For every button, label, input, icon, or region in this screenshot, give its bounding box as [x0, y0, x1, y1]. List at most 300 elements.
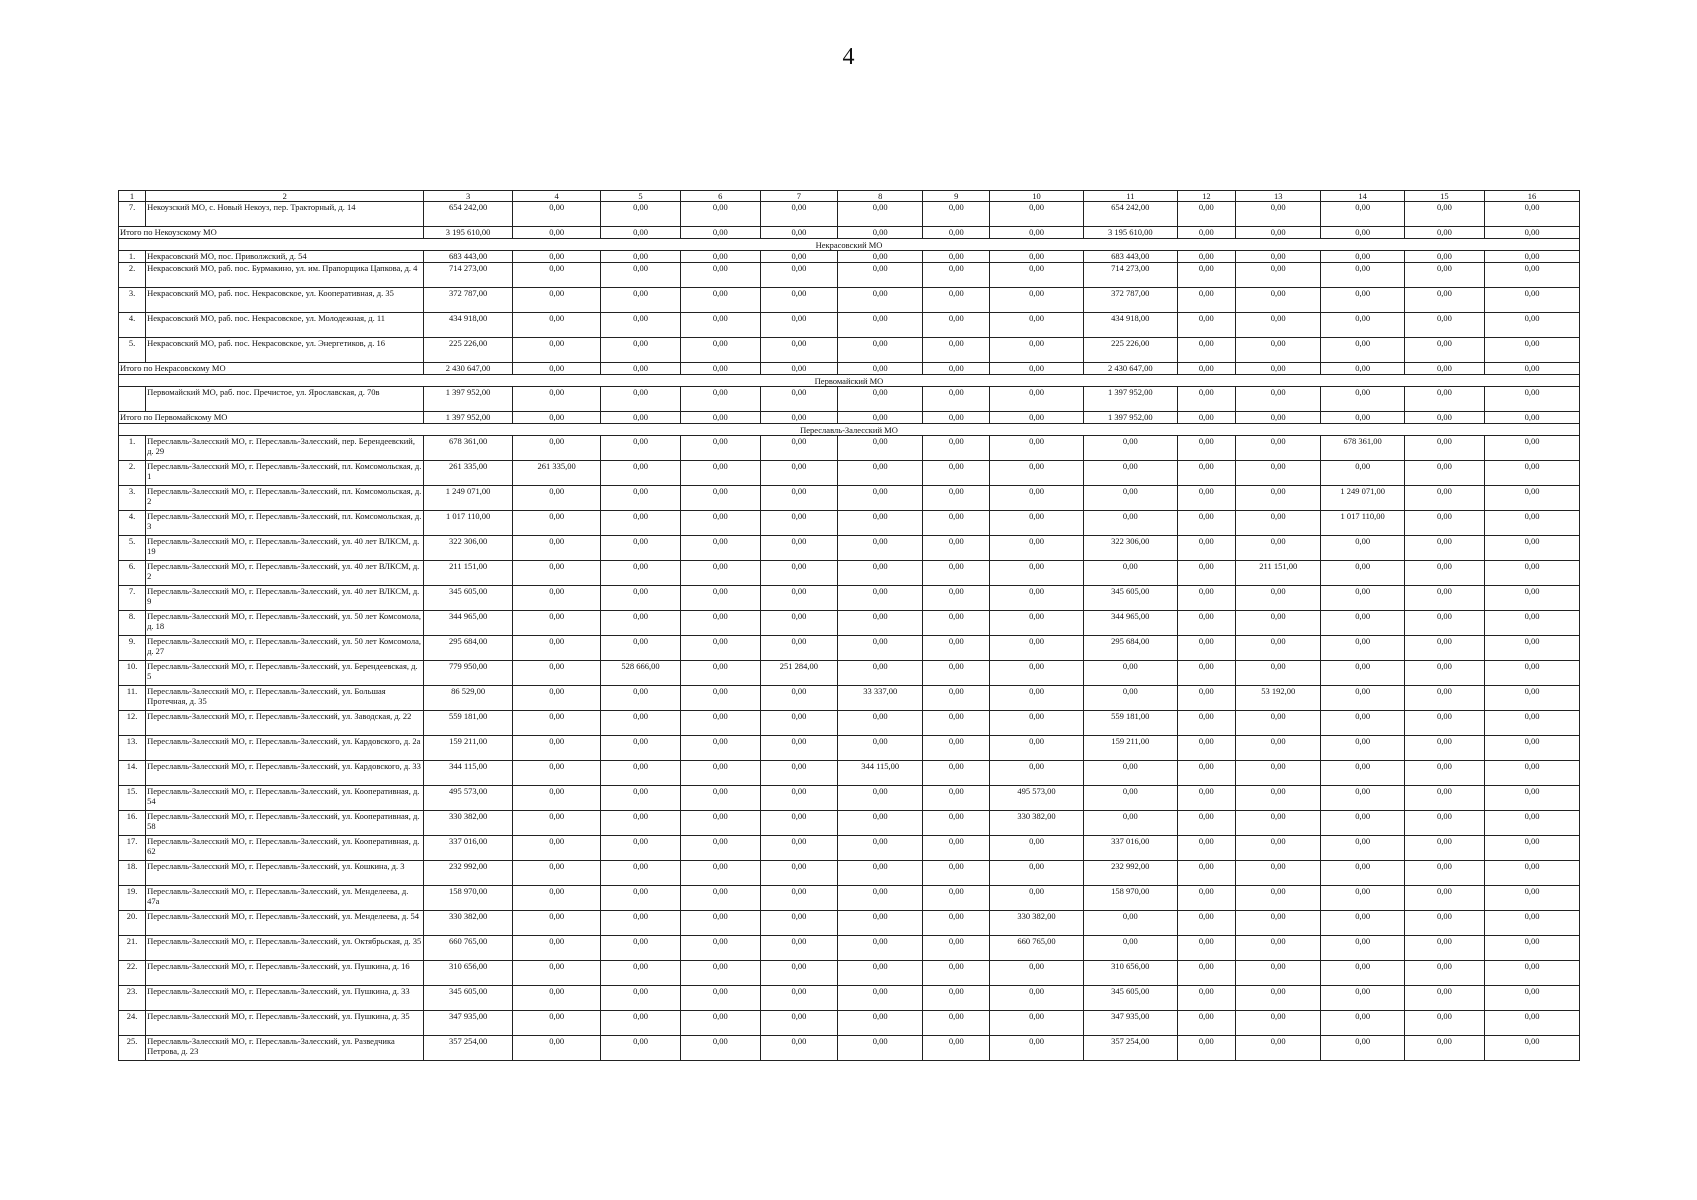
table-row [119, 263, 1580, 288]
value-cell: 1 397 952,00 [1083, 387, 1177, 412]
value-cell: 0,00 [760, 436, 837, 461]
value-cell: 0,00 [923, 288, 990, 313]
value-cell: 0,00 [760, 536, 837, 561]
value-cell: 0,00 [760, 686, 837, 711]
address-cell: Переславль-Залесский МО, г. Переславль-Залесский, ул. Кошкина, д. 3 [146, 861, 424, 886]
total-cell: 0,00 [760, 227, 837, 239]
value-cell: 495 573,00 [990, 786, 1084, 811]
value-cell: 0,00 [1485, 861, 1580, 886]
total-cell: 0,00 [1404, 363, 1484, 375]
value-cell: 33 337,00 [837, 686, 922, 711]
total-cell: 0,00 [1321, 363, 1404, 375]
address-cell: Первомайский МО, раб. пос. Пречистое, ул. Ярославская, д. 70в [146, 387, 424, 412]
address-cell: Переславль-Залесский МО, г. Переславль-Залесский, пер. Берендеевский, д. 29 [146, 436, 424, 461]
row-number: 18. [119, 861, 146, 886]
value-cell: 528 666,00 [601, 661, 680, 686]
value-cell: 0,00 [680, 387, 760, 412]
value-cell: 0,00 [680, 536, 760, 561]
row-number: 3. [119, 486, 146, 511]
value-cell: 0,00 [1177, 387, 1235, 412]
value-cell: 0,00 [837, 786, 922, 811]
value-cell: 0,00 [601, 461, 680, 486]
table-row [119, 251, 1580, 263]
value-cell: 357 254,00 [424, 1036, 513, 1061]
value-cell: 0,00 [1404, 202, 1484, 227]
value-cell: 344 115,00 [837, 761, 922, 786]
value-cell: 261 335,00 [512, 461, 601, 486]
table-row [119, 611, 1580, 636]
value-cell: 0,00 [1177, 436, 1235, 461]
table-row [119, 586, 1580, 611]
value-cell: 0,00 [1177, 686, 1235, 711]
total-cell: 0,00 [601, 227, 680, 239]
value-cell: 0,00 [1177, 936, 1235, 961]
address-cell: Переславль-Залесский МО, г. Переславль-Залесский, ул. Большая Протечная, д. 35 [146, 686, 424, 711]
value-cell: 0,00 [837, 586, 922, 611]
value-cell: 0,00 [1485, 387, 1580, 412]
value-cell: 0,00 [1485, 313, 1580, 338]
row-number: 22. [119, 961, 146, 986]
value-cell: 0,00 [601, 511, 680, 536]
value-cell: 0,00 [990, 736, 1084, 761]
row-number: 25. [119, 1036, 146, 1061]
column-header: 8 [837, 191, 922, 202]
value-cell: 0,00 [1083, 661, 1177, 686]
value-cell: 0,00 [837, 202, 922, 227]
value-cell: 0,00 [990, 661, 1084, 686]
value-cell: 660 765,00 [424, 936, 513, 961]
value-cell: 0,00 [512, 251, 601, 263]
total-cell: 0,00 [512, 412, 601, 424]
value-cell: 0,00 [1177, 586, 1235, 611]
value-cell: 225 226,00 [1083, 338, 1177, 363]
value-cell: 0,00 [512, 636, 601, 661]
row-number: 14. [119, 761, 146, 786]
value-cell: 0,00 [990, 251, 1084, 263]
table-row [119, 986, 1580, 1011]
value-cell: 0,00 [923, 986, 990, 1011]
value-cell: 0,00 [923, 711, 990, 736]
value-cell: 0,00 [837, 288, 922, 313]
value-cell: 344 965,00 [424, 611, 513, 636]
value-cell: 0,00 [760, 936, 837, 961]
value-cell: 345 605,00 [1083, 586, 1177, 611]
address-cell: Переславль-Залесский МО, г. Переславль-Залесский, ул. Кардовского, д. 2а [146, 736, 424, 761]
value-cell: 0,00 [923, 338, 990, 363]
section-header-row [119, 424, 1580, 436]
value-cell: 0,00 [512, 786, 601, 811]
value-cell: 0,00 [837, 536, 922, 561]
total-label: Итого по Некрасовскому МО [119, 363, 424, 375]
value-cell: 0,00 [1404, 387, 1484, 412]
value-cell: 0,00 [1236, 511, 1321, 536]
value-cell: 0,00 [837, 861, 922, 886]
value-cell: 0,00 [760, 202, 837, 227]
value-cell: 0,00 [923, 836, 990, 861]
value-cell: 372 787,00 [1083, 288, 1177, 313]
total-cell: 0,00 [601, 363, 680, 375]
value-cell: 1 397 952,00 [424, 387, 513, 412]
section-title: Первомайский МО [119, 375, 1580, 387]
value-cell: 0,00 [1404, 586, 1484, 611]
value-cell: 0,00 [990, 961, 1084, 986]
value-cell: 0,00 [601, 586, 680, 611]
value-cell: 0,00 [512, 313, 601, 338]
value-cell: 0,00 [1236, 313, 1321, 338]
value-cell: 0,00 [680, 786, 760, 811]
value-cell: 0,00 [1404, 313, 1484, 338]
value-cell: 0,00 [601, 387, 680, 412]
value-cell: 0,00 [1083, 511, 1177, 536]
value-cell: 0,00 [990, 586, 1084, 611]
row-number: 16. [119, 811, 146, 836]
table-row [119, 661, 1580, 686]
value-cell: 0,00 [923, 536, 990, 561]
value-cell: 0,00 [680, 686, 760, 711]
total-cell: 0,00 [1236, 227, 1321, 239]
value-cell: 345 605,00 [424, 586, 513, 611]
value-cell: 0,00 [1321, 387, 1404, 412]
value-cell: 1 249 071,00 [1321, 486, 1404, 511]
value-cell: 0,00 [1321, 761, 1404, 786]
value-cell: 0,00 [990, 561, 1084, 586]
value-cell: 0,00 [837, 836, 922, 861]
value-cell: 0,00 [990, 461, 1084, 486]
value-cell: 0,00 [1236, 761, 1321, 786]
value-cell: 0,00 [601, 986, 680, 1011]
value-cell: 0,00 [601, 251, 680, 263]
value-cell: 0,00 [601, 686, 680, 711]
value-cell: 0,00 [1485, 761, 1580, 786]
value-cell: 0,00 [680, 836, 760, 861]
value-cell: 0,00 [601, 636, 680, 661]
total-cell: 0,00 [680, 412, 760, 424]
value-cell: 0,00 [1404, 611, 1484, 636]
value-cell: 0,00 [1404, 561, 1484, 586]
table-row [119, 686, 1580, 711]
value-cell: 0,00 [923, 586, 990, 611]
value-cell: 0,00 [1485, 836, 1580, 861]
value-cell: 0,00 [837, 251, 922, 263]
value-cell: 0,00 [760, 836, 837, 861]
value-cell: 0,00 [680, 511, 760, 536]
row-number: 4. [119, 511, 146, 536]
value-cell: 0,00 [512, 202, 601, 227]
address-cell: Переславль-Залесский МО, г. Переславль-Залесский, ул. Разведчика Петрова, д. 23 [146, 1036, 424, 1061]
value-cell: 0,00 [923, 736, 990, 761]
address-cell: Переславль-Залесский МО, г. Переславль-Залесский, ул. Менделеева, д. 54 [146, 911, 424, 936]
address-cell: Переславль-Залесский МО, г. Переславль-Залесский, ул. 50 лет Комсомола, д. 18 [146, 611, 424, 636]
address-cell: Переславль-Залесский МО, г. Переславль-Залесский, ул. Менделеева, д. 47а [146, 886, 424, 911]
row-number [119, 387, 146, 412]
value-cell: 0,00 [1485, 986, 1580, 1011]
value-cell: 0,00 [1485, 338, 1580, 363]
value-cell: 53 192,00 [1236, 686, 1321, 711]
value-cell: 0,00 [760, 288, 837, 313]
value-cell: 0,00 [1236, 1036, 1321, 1061]
row-number: 2. [119, 461, 146, 486]
column-header: 6 [680, 191, 760, 202]
value-cell: 0,00 [680, 986, 760, 1011]
value-cell: 0,00 [601, 486, 680, 511]
value-cell: 0,00 [601, 561, 680, 586]
total-cell: 0,00 [837, 227, 922, 239]
value-cell: 232 992,00 [424, 861, 513, 886]
value-cell: 0,00 [1485, 911, 1580, 936]
value-cell: 0,00 [1236, 811, 1321, 836]
value-cell: 0,00 [923, 611, 990, 636]
column-header: 7 [760, 191, 837, 202]
address-cell: Переславль-Залесский МО, г. Переславль-Залесский, ул. Кардовского, д. 33 [146, 761, 424, 786]
value-cell: 0,00 [760, 251, 837, 263]
value-cell: 0,00 [923, 1011, 990, 1036]
value-cell: 295 684,00 [1083, 636, 1177, 661]
value-cell: 0,00 [601, 436, 680, 461]
value-cell: 0,00 [680, 761, 760, 786]
total-cell: 0,00 [601, 412, 680, 424]
value-cell: 0,00 [990, 886, 1084, 911]
value-cell: 0,00 [837, 1036, 922, 1061]
table-row [119, 1011, 1580, 1036]
table-row [119, 786, 1580, 811]
value-cell: 0,00 [680, 936, 760, 961]
value-cell: 0,00 [990, 511, 1084, 536]
value-cell: 0,00 [1177, 761, 1235, 786]
value-cell: 0,00 [923, 511, 990, 536]
value-cell: 0,00 [1177, 1036, 1235, 1061]
total-cell: 0,00 [1321, 412, 1404, 424]
value-cell: 0,00 [760, 911, 837, 936]
value-cell: 0,00 [1404, 436, 1484, 461]
value-cell: 0,00 [1083, 561, 1177, 586]
value-cell: 714 273,00 [1083, 263, 1177, 288]
value-cell: 0,00 [1485, 486, 1580, 511]
page-number: 4 [842, 44, 855, 70]
total-cell: 1 397 952,00 [1083, 412, 1177, 424]
value-cell: 0,00 [512, 761, 601, 786]
total-cell: 3 195 610,00 [1083, 227, 1177, 239]
table-row [119, 436, 1580, 461]
value-cell: 0,00 [1321, 461, 1404, 486]
column-header: 1 [119, 191, 146, 202]
value-cell: 0,00 [760, 611, 837, 636]
value-cell: 0,00 [760, 636, 837, 661]
value-cell: 345 605,00 [1083, 986, 1177, 1011]
value-cell: 0,00 [990, 986, 1084, 1011]
value-cell: 0,00 [1404, 1036, 1484, 1061]
row-number: 7. [119, 586, 146, 611]
value-cell: 0,00 [1177, 536, 1235, 561]
value-cell: 0,00 [1321, 1011, 1404, 1036]
value-cell: 0,00 [1236, 486, 1321, 511]
value-cell: 0,00 [837, 313, 922, 338]
value-cell: 0,00 [837, 1011, 922, 1036]
value-cell: 0,00 [680, 886, 760, 911]
value-cell: 0,00 [1236, 611, 1321, 636]
value-cell: 0,00 [1236, 836, 1321, 861]
value-cell: 0,00 [837, 387, 922, 412]
value-cell: 0,00 [1404, 511, 1484, 536]
value-cell: 232 992,00 [1083, 861, 1177, 886]
total-cell: 0,00 [837, 363, 922, 375]
total-cell: 0,00 [1404, 412, 1484, 424]
table-row [119, 1036, 1580, 1061]
value-cell: 1 017 110,00 [424, 511, 513, 536]
value-cell: 0,00 [923, 202, 990, 227]
value-cell: 0,00 [1177, 911, 1235, 936]
value-cell: 0,00 [837, 263, 922, 288]
total-cell: 0,00 [1321, 227, 1404, 239]
row-number: 2. [119, 263, 146, 288]
value-cell: 0,00 [1236, 251, 1321, 263]
value-cell: 211 151,00 [424, 561, 513, 586]
total-cell: 0,00 [1485, 363, 1580, 375]
value-cell: 0,00 [990, 836, 1084, 861]
value-cell: 0,00 [601, 861, 680, 886]
value-cell: 330 382,00 [424, 911, 513, 936]
address-cell: Переславль-Залесский МО, г. Переславль-Залесский, ул. Пушкина, д. 35 [146, 1011, 424, 1036]
value-cell: 0,00 [1404, 636, 1484, 661]
value-cell: 0,00 [1177, 611, 1235, 636]
value-cell: 0,00 [601, 1011, 680, 1036]
column-header: 16 [1485, 191, 1580, 202]
value-cell: 0,00 [680, 586, 760, 611]
address-cell: Переславль-Залесский МО, г. Переславль-Залесский, ул. 40 лет ВЛКСМ, д. 9 [146, 586, 424, 611]
value-cell: 0,00 [990, 436, 1084, 461]
value-cell: 0,00 [512, 986, 601, 1011]
value-cell: 159 211,00 [1083, 736, 1177, 761]
row-number: 5. [119, 536, 146, 561]
total-cell: 0,00 [923, 412, 990, 424]
value-cell: 0,00 [601, 263, 680, 288]
value-cell: 0,00 [601, 836, 680, 861]
value-cell: 683 443,00 [1083, 251, 1177, 263]
value-cell: 0,00 [760, 736, 837, 761]
row-number: 1. [119, 436, 146, 461]
table-row [119, 486, 1580, 511]
value-cell: 158 970,00 [1083, 886, 1177, 911]
address-cell: Переславль-Залесский МО, г. Переславль-Залесский, ул. 40 лет ВЛКСМ, д. 19 [146, 536, 424, 561]
value-cell: 0,00 [1404, 736, 1484, 761]
value-cell: 0,00 [512, 911, 601, 936]
value-cell: 0,00 [1236, 736, 1321, 761]
value-cell: 0,00 [1177, 711, 1235, 736]
value-cell: 0,00 [512, 288, 601, 313]
total-label: Итого по Некоузскому МО [119, 227, 424, 239]
value-cell: 0,00 [1236, 711, 1321, 736]
column-header: 4 [512, 191, 601, 202]
value-cell: 0,00 [1236, 338, 1321, 363]
total-row [119, 363, 1580, 375]
value-cell: 0,00 [601, 811, 680, 836]
value-cell: 0,00 [1485, 536, 1580, 561]
value-cell: 0,00 [680, 1011, 760, 1036]
value-cell: 0,00 [1404, 263, 1484, 288]
row-number: 4. [119, 313, 146, 338]
address-cell: Переславль-Залесский МО, г. Переславль-Залесский, ул. Пушкина, д. 16 [146, 961, 424, 986]
value-cell: 0,00 [760, 561, 837, 586]
value-cell: 0,00 [1404, 961, 1484, 986]
value-cell: 0,00 [760, 786, 837, 811]
table-row [119, 886, 1580, 911]
value-cell: 0,00 [512, 486, 601, 511]
value-cell: 0,00 [990, 486, 1084, 511]
value-cell: 0,00 [1321, 313, 1404, 338]
value-cell: 0,00 [1321, 836, 1404, 861]
value-cell: 0,00 [680, 486, 760, 511]
value-cell: 0,00 [1404, 251, 1484, 263]
value-cell: 0,00 [601, 911, 680, 936]
value-cell: 0,00 [760, 387, 837, 412]
value-cell: 372 787,00 [424, 288, 513, 313]
value-cell: 779 950,00 [424, 661, 513, 686]
value-cell: 0,00 [680, 736, 760, 761]
value-cell: 0,00 [1321, 711, 1404, 736]
value-cell: 0,00 [760, 1011, 837, 1036]
value-cell: 0,00 [1236, 263, 1321, 288]
value-cell: 0,00 [1236, 886, 1321, 911]
value-cell: 0,00 [1177, 811, 1235, 836]
total-cell: 3 195 610,00 [424, 227, 513, 239]
value-cell: 0,00 [990, 711, 1084, 736]
value-cell: 0,00 [512, 511, 601, 536]
value-cell: 0,00 [680, 611, 760, 636]
value-cell: 261 335,00 [424, 461, 513, 486]
value-cell: 0,00 [1404, 486, 1484, 511]
value-cell: 0,00 [512, 736, 601, 761]
value-cell: 0,00 [1485, 511, 1580, 536]
row-number: 6. [119, 561, 146, 586]
value-cell: 0,00 [1236, 936, 1321, 961]
value-cell: 0,00 [1404, 836, 1484, 861]
value-cell: 0,00 [1404, 986, 1484, 1011]
row-number: 24. [119, 1011, 146, 1036]
total-cell: 0,00 [680, 227, 760, 239]
value-cell: 0,00 [1177, 313, 1235, 338]
value-cell: 0,00 [1321, 736, 1404, 761]
value-cell: 0,00 [1485, 586, 1580, 611]
value-cell: 0,00 [1485, 961, 1580, 986]
value-cell: 0,00 [680, 202, 760, 227]
value-cell: 0,00 [1485, 202, 1580, 227]
total-label: Итого по Первомайскому МО [119, 412, 424, 424]
value-cell: 0,00 [1083, 786, 1177, 811]
value-cell: 0,00 [1236, 202, 1321, 227]
value-cell: 0,00 [601, 338, 680, 363]
total-cell: 0,00 [1177, 227, 1235, 239]
value-cell: 0,00 [1083, 486, 1177, 511]
total-row [119, 227, 1580, 239]
value-cell: 1 017 110,00 [1321, 511, 1404, 536]
value-cell: 0,00 [760, 586, 837, 611]
value-cell: 0,00 [1404, 861, 1484, 886]
value-cell: 0,00 [512, 1011, 601, 1036]
value-cell: 0,00 [680, 461, 760, 486]
value-cell: 0,00 [837, 911, 922, 936]
value-cell: 0,00 [837, 986, 922, 1011]
table-row [119, 387, 1580, 412]
value-cell: 0,00 [1321, 861, 1404, 886]
value-cell: 0,00 [760, 511, 837, 536]
value-cell: 0,00 [1485, 288, 1580, 313]
value-cell: 0,00 [990, 338, 1084, 363]
value-cell: 0,00 [1177, 511, 1235, 536]
table-row [119, 313, 1580, 338]
value-cell: 310 656,00 [1083, 961, 1177, 986]
value-cell: 0,00 [837, 636, 922, 661]
data-table [118, 190, 1580, 1061]
value-cell: 0,00 [1321, 288, 1404, 313]
